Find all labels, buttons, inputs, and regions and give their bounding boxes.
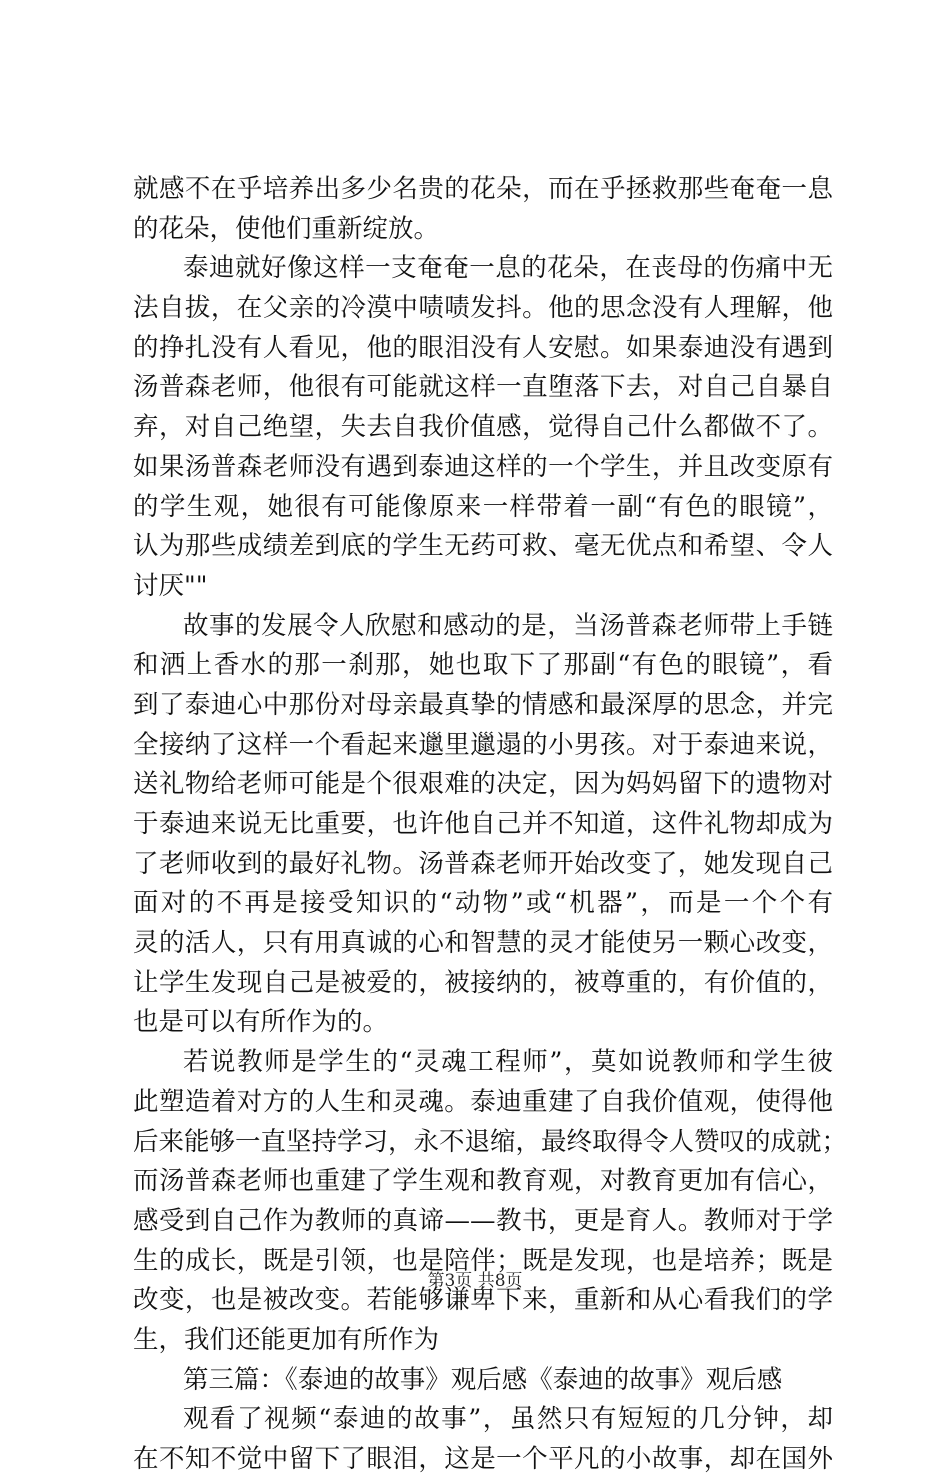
text-line: 改变，也是被改变。若能够谦卑下来，重新和从心看我们的学	[133, 1285, 833, 1316]
text-line: 的挣扎没有人看见，他的眼泪没有人安慰。如果泰迪没有遇到	[133, 332, 833, 363]
text-line: 此塑造着对方的人生和灵魂。泰迪重建了自我价值观，使得他	[133, 1086, 833, 1117]
text-line: 若说教师是学生的“灵魂工程师”，莫如说教师和学生彼	[183, 1047, 833, 1078]
text-line: 汤普森老师，他很有可能就这样一直堕落下去，对自己自暴自	[133, 372, 833, 403]
text-line: 的学生观，她很有可能像原来一样带着一副“有色的眼镜”，	[133, 491, 833, 522]
text-line: 泰迪就好像这样一支奄奄一息的花朵，在丧母的伤痛中无	[183, 253, 833, 284]
text-line: 法自拔，在父亲的冷漠中啧啧发抖。他的思念没有人理解，他	[133, 293, 833, 324]
text-line: 于泰迪来说无比重要，也许他自己并不知道，这件礼物却成为	[133, 809, 833, 839]
text-line: 全接纳了这样一个看起来邋里邋遢的小男孩。对于泰迪来说，	[133, 729, 833, 760]
text-line: 也是可以有所作为的。	[133, 1007, 389, 1038]
text-line: 如果汤普森老师没有遇到泰迪这样的一个学生，并且改变原有	[133, 451, 833, 482]
text-line: 了老师收到的最好礼物。汤普森老师开始改变了，她发现自己	[133, 848, 833, 879]
page-number: 第3页 共8页	[427, 1271, 523, 1291]
text-line: 而汤普森老师也重建了学生观和教育观，对教育更加有信心，	[133, 1166, 833, 1197]
text-line: 到了泰迪心中那份对母亲最真挚的情感和最深厚的思念，并完	[133, 689, 833, 720]
text-line: 生的成长，既是引领，也是陪伴；既是发现，也是培养；既是	[133, 1245, 833, 1276]
text-line: 就感不在乎培养出多少名贵的花朵，而在乎拯救那些奄奄一息	[133, 174, 833, 204]
text-line: 观看了视频“泰迪的故事”，虽然只有短短的几分钟，却	[183, 1404, 833, 1435]
text-line: 的花朵，使他们重新绽放。	[133, 213, 440, 244]
text-line: 讨厌""	[133, 570, 208, 601]
text-line: 认为那些成绩差到底的学生无药可救、毫无优点和希望、令人	[133, 531, 833, 562]
text-line: 弃，对自己绝望，失去自我价值感，觉得自己什么都做不了。	[133, 412, 833, 443]
text-line: 面对的不再是接受知识的“动物”或“机器”，而是一个个有	[133, 888, 833, 919]
text-line: 生，我们还能更加有所作为	[133, 1324, 440, 1355]
text-line: 在不知不觉中留下了眼泪，这是一个平凡的小故事，却在国外	[133, 1444, 833, 1474]
text-line: 感受到自己作为教师的真谛——教书，更是育人。教师对于学	[133, 1205, 833, 1236]
text-line: 让学生发现自己是被爱的，被接纳的，被尊重的，有价值的，	[133, 967, 833, 998]
text-line: 灵的活人，只有用真诚的心和智慧的灵才能使另一颗心改变，	[133, 928, 833, 959]
text-line: 故事的发展令人欣慰和感动的是，当汤普森老师带上手链	[183, 610, 833, 641]
text-line: 和洒上香水的那一刹那，她也取下了那副“有色的眼镜”，看	[133, 650, 833, 681]
text-line: 后来能够一直坚持学习，永不退缩，最终取得令人赞叹的成就；	[133, 1126, 848, 1157]
text-line: 送礼物给老师可能是个很艰难的决定，因为妈妈留下的遗物对	[133, 769, 833, 800]
section-heading: 第三篇：《泰迪的故事》观后感《泰迪的故事》观后感	[183, 1364, 783, 1395]
